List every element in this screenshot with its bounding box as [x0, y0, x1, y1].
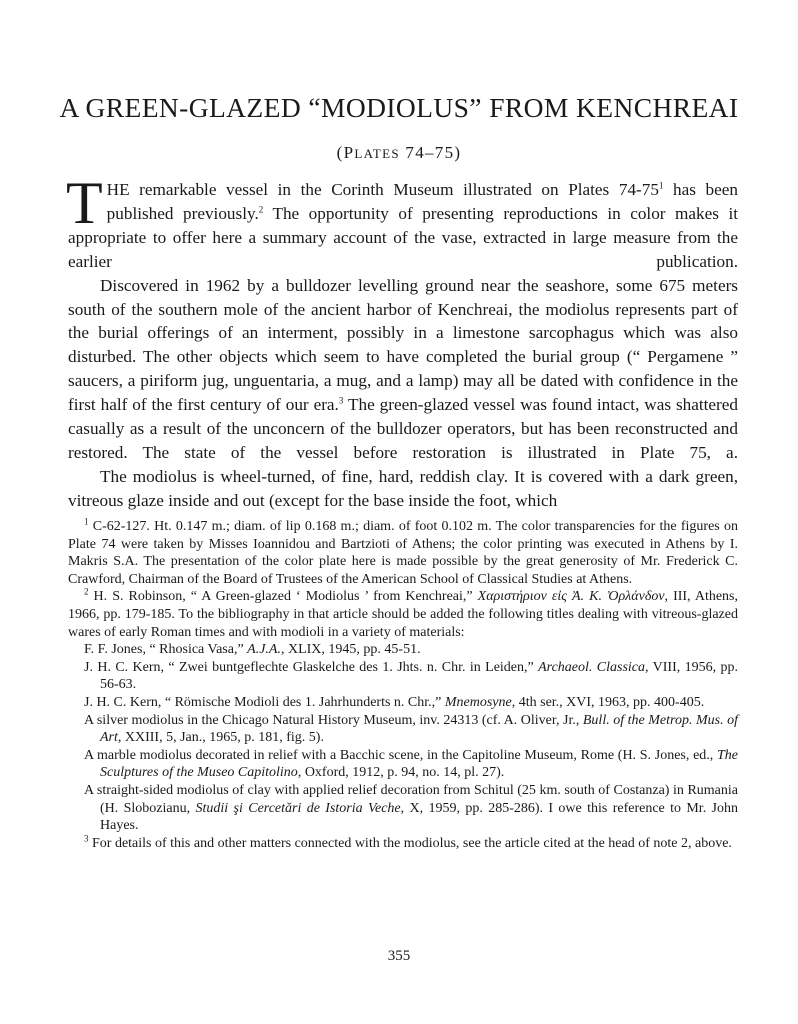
- bibliography-item: A marble modiolus decorated in relief with a Bacchic scene, in the Capitoline Museum, Rome (H. S. Jones, ed., The Sculptures of the Museo Capitolino, Oxford, 1912, p. 94, no. 14, pl. 27).: [84, 747, 738, 781]
- footnote-1: $^1$ C-62-127. Ht. 0.147 m.; diam. of lip 0.168 m.; diam. of foot 0.102 m. The color transparencies for the figures on Plate 74 were taken by Misses Ioannidou and Bartzioti of Athens; the color printing was executed in Athens by I. Makris S.A. The presentation of the color plate here is made possible by the great generosity of Mr. Frederick C. Crawford, Chairman of the Board of Trustees of the American School of Classical Studies at Athens.: [68, 516, 738, 587]
- bibliography-item: J. H. C. Kern, “ Zwei buntgeflechte Glaskelche des 1. Jhts. n. Chr. in Leiden,” Archaeol. Classica, VIII, 1956, pp. 56-63.: [84, 659, 739, 693]
- footnote-3: $^3$ For details of this and other matters connected with the modiolus, see the article cited at the head of note 2, above.: [84, 833, 732, 851]
- footnote-2: $^2$ H. S. Robinson, “ A Green-glazed ‘ Modiolus ’ from Kenchreai,” Χαριστήριον εἰς Ἀ. Κ. Ὀρλάνδον, III, Athens, 1966, pp. 179-185. To the bibliography in that article should be added the following titles dealing with vitreous-glazed wares of early Roman times and with modioli in a variety of materials:: [68, 586, 739, 640]
- page-number: 355: [387, 948, 411, 964]
- footnote-ref: 2: [258, 204, 264, 215]
- footnote-ref: 1: [658, 180, 664, 191]
- bibliography-item: J. H. C. Kern, “ Römische Modioli des 1. Jahrhunderts n. Chr.,” Mnemosyne, 4th ser., XVI, 1963, pp. 400-405.: [84, 694, 705, 710]
- article-title: A GREEN-GLAZED “MODIOLUS” FROM KENCHREAI: [59, 92, 739, 123]
- bibliography-item: A straight-sided modiolus of clay with applied relief decoration from Schitul (25 km. south of Costanza) in Rumania (H. Slobozianu, Studii şi Cercetări de Istoria Veche, X, 1959, pp. 285-286). I owe this reference to Mr. John Hayes.: [84, 782, 739, 834]
- footnote-ref: 3: [338, 395, 344, 406]
- article-body: [66, 170, 739, 513]
- paragraph-1: THE remarkable vessel in the Corinth Museum illustrated on Plates $74-75^1$ has been published previously.$^2$ The opportunity of presenting reproductions in color makes it appropriate to offer here a summary account of the vase, extracted in large measure from the earlier publication.: [66, 170, 739, 271]
- bibliography-item: F. F. Jones, “ Rhosica Vasa,” A.J.A., XLIX, 1945, pp. 45-51.: [84, 642, 421, 658]
- footnotes: [68, 518, 738, 852]
- paragraph-2: Discovered in 1962 by a bulldozer levelling ground near the seashore, some 675 meters south of the southern mole of the ancient harbor of Kenchreai, the modiolus represents part of the burial offerings of an interment, possibly in a limestone sarcophagus which was also disturbed. The other objects which seem to have completed the burial group (“ Pergamene ” saucers, a piriform jug, unguentaria, a mug, and a lamp) may all be dated with confidence in the first half of the first century of our era.$^3$ The green-glazed vessel was found intact, was shattered casually as a result of the unconcern of the bulldozer operators, but has been reconstructed and restored. The state of the vessel before restoration is illustrated in Plate 75, a.: [68, 275, 738, 462]
- paragraph-3: The modiolus is wheel-turned, of fine, hard, reddish clay. It is covered with a dark green, vitreous glaze inside and out (except for the base inside the foot, which: [68, 466, 738, 510]
- plates-reference: (PLATES 74–75): [336, 143, 462, 162]
- drop-cap: T: [66, 170, 103, 236]
- bibliography-item: A silver modiolus in the Chicago Natural History Museum, inv. 24313 (cf. A. Oliver, Jr., Bull. of the Metrop. Mus. of Art, XXIII, 5, Jan., 1965, p. 181, fig. 5).: [84, 712, 738, 746]
